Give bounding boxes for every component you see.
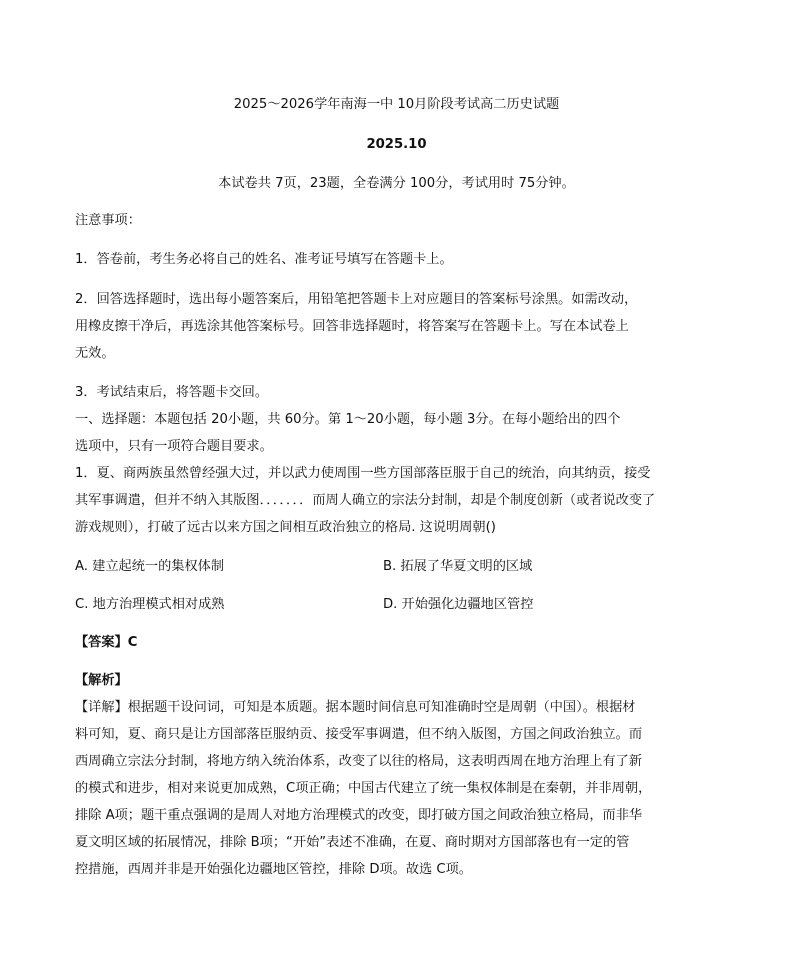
- question-stem-line: 1．夏、商两族虽然曾经强大过，并以武力使周围一些方国部落臣服于自己的统治，向其纳贡，接受: [75, 466, 651, 481]
- section-instructions-line: 选项中，只有一项符合题目要求。: [75, 439, 273, 454]
- analysis-label: 【解析】: [75, 673, 128, 688]
- detail-line: 夏文明区域的拓展情况，排除 B项；“开始”表述不准确，在夏、商时期对方国部落也有一定的管: [75, 835, 630, 850]
- notice-heading: 注意事项：: [75, 213, 141, 228]
- answer-label: 【答案】: [75, 635, 128, 650]
- answer-row: [75, 634, 137, 652]
- option-a: A. 建立起统一的集权体制: [75, 559, 225, 574]
- question-stem-line: 其军事调遣，但并不纳入其版图．．．．．．．而周人确立的宗法分封制，却是个制度创新（或者说改变了: [75, 493, 656, 508]
- notice-item-1: 1．答卷前，考生务必将自己的姓名、准考证号填写在答题卡上。: [75, 252, 453, 267]
- detail-line: 控措施，西周并非是开始强化边疆地区管控，排除 D项。故选 C项。: [75, 862, 472, 877]
- notice-item-2-line: 无效。: [75, 346, 115, 361]
- detail-line: 料可知，夏、商只是让方国部落臣服纳贡、接受军事调遣，但不纳入版图，方国之间政治独立。而: [75, 727, 643, 742]
- detail-line: 西周确立宗法分封制，将地方纳入统治体系，改变了以往的格局，这表明西周在地方治理上有了新: [75, 754, 643, 769]
- section-instructions-line: 一、选择题：本题包括 20小题，共 60分。第 1～20小题，每小题 3分。在每小题给出的四个: [75, 412, 621, 427]
- detail-line: 的模式和进步，相对来说更加成熟，C项正确；中国古代建立了统一集权体制是在秦朝，并非周朝，: [75, 781, 652, 796]
- option-c: C. 地方治理模式相对成熟: [75, 597, 225, 612]
- question-stem-line: 游戏规则），打破了远古以来方国之间相互政治独立的格局. 这说明周朝(): [75, 520, 496, 535]
- detail-line: 排除 A项；题干重点强调的是周人对地方治理模式的改变，即打破方国之间政治独立格局，而非华: [75, 808, 643, 823]
- exam-date: 2025.10: [366, 137, 427, 152]
- option-b: B. 拓展了华夏文明的区域: [383, 559, 533, 574]
- detail-line: 【详解】根据题干设问词，可知是本质题。据本题时间信息可知准确时空是周朝（中国）。根据材: [75, 700, 636, 715]
- notice-item-2-line: 用橡皮擦干净后，再选涂其他答案标号。回答非选择题时，将答案写在答题卡上。写在本试卷上: [75, 319, 629, 334]
- answer-value: C: [127, 635, 138, 650]
- exam-intro: 本试卷共 7页，23题，全卷满分 100分，考试用时 75分钟。: [218, 176, 575, 191]
- exam-title: 2025～2026学年南海一中 10月阶段考试高二历史试题: [233, 97, 560, 112]
- option-d: D. 开始强化边疆地区管控: [383, 597, 534, 612]
- notice-item-3: 3．考试结束后，将答题卡交回。: [75, 385, 269, 400]
- notice-item-2-line: 2．回答选择题时，选出每小题答案后，用铅笔把答题卡上对应题目的答案标号涂黑。如需改动，: [75, 292, 638, 307]
